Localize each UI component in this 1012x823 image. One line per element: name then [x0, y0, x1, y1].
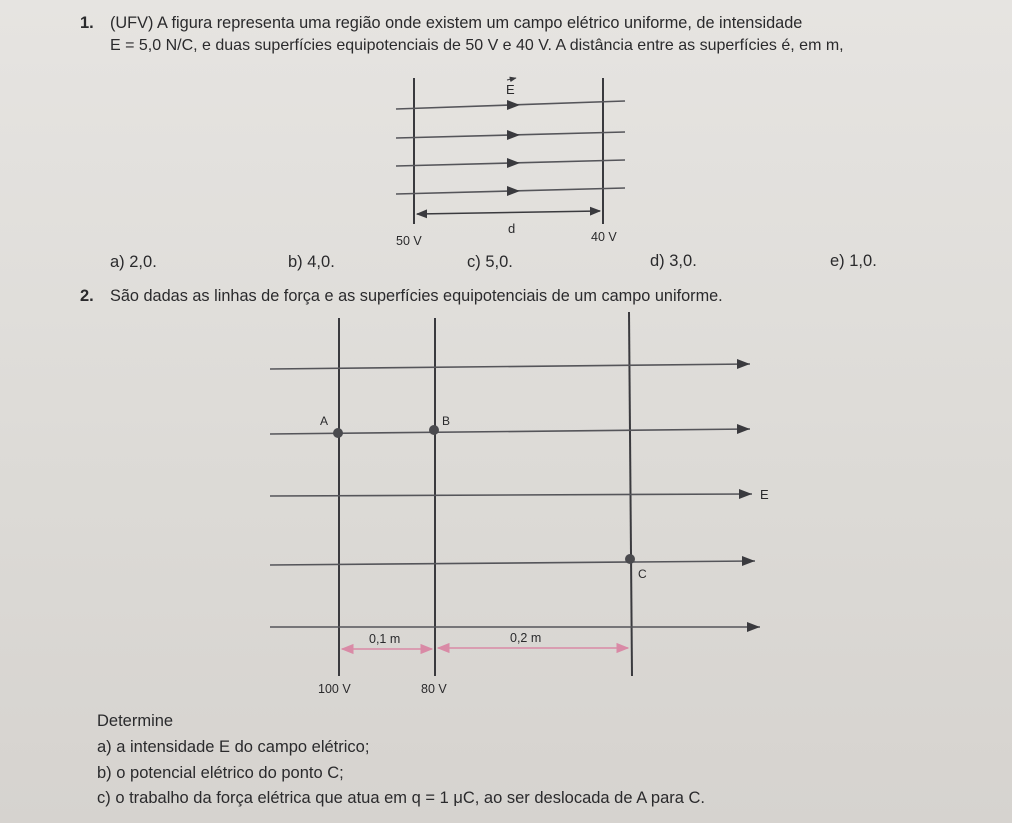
q2-field-line-3: [270, 494, 752, 496]
q2-field-arrow-4: [742, 556, 755, 566]
field-arrow-3: [507, 158, 520, 168]
question-1-stem-line-2: E = 5,0 N/C, e duas superfícies equipotenciais de 50 V e 40 V. A distância entre as superfícies é, em m,: [110, 37, 844, 54]
field-line-2: [396, 132, 625, 138]
q2-field-line-1: [270, 364, 750, 369]
determine-heading: Determine: [97, 712, 174, 730]
point-b-dot: [429, 425, 439, 435]
question-2-stem: São dadas as linhas de força e as superfícies equipotenciais de um campo uniforme.: [110, 287, 723, 305]
field-arrow-1: [507, 100, 520, 110]
question-1-number: 1.: [80, 14, 94, 32]
voltage-80v-label: 80 V: [421, 682, 447, 696]
q1-option-c[interactable]: c) 5,0.: [467, 253, 513, 271]
point-b-label: B: [442, 414, 451, 428]
q1-e-vector-arrow-icon: [507, 78, 516, 80]
q2-item-c: c) o trabalho da força elétrica que atua em q = 1 μC, ao ser deslocada de A para C.: [97, 789, 705, 807]
q2-field-line-2: [270, 429, 750, 434]
question-2-number: 2.: [80, 287, 94, 305]
voltage-40v-label: 40 V: [591, 230, 617, 244]
q1-option-a[interactable]: a) 2,0.: [110, 253, 157, 271]
field-arrow-4: [507, 186, 520, 196]
point-c-dot: [625, 554, 635, 564]
point-a-dot: [333, 428, 343, 438]
field-line-4: [396, 188, 625, 194]
q1-e-label: E: [506, 82, 515, 97]
q2-field-arrow-1: [737, 359, 750, 369]
field-line-3: [396, 160, 625, 166]
q2-item-b: b) o potencial elétrico do ponto C;: [97, 764, 344, 782]
distance-01m-label: 0,1 m: [369, 632, 401, 646]
point-a-label: A: [320, 414, 329, 428]
voltage-100v-label: 100 V: [318, 682, 351, 696]
voltage-50v-label: 50 V: [396, 234, 422, 248]
q1-option-b[interactable]: b) 4,0.: [288, 253, 335, 271]
q1-option-e[interactable]: e) 1,0.: [830, 252, 877, 270]
q2-e-label: E: [760, 487, 769, 502]
equipotential-third-line: [629, 312, 632, 676]
field-line-1: [396, 101, 625, 109]
q2-field-line-4: [270, 561, 755, 565]
distance-02m-label: 0,2 m: [510, 631, 542, 645]
field-arrow-2: [507, 130, 520, 140]
question-1-stem-line-1: (UFV) A figura representa uma região onde existem um campo elétrico uniforme, de intensidade: [110, 14, 803, 32]
q2-item-a: a) a intensidade E do campo elétrico;: [97, 738, 370, 756]
distance-d-arrow: [417, 211, 600, 214]
q2-field-arrow-2: [737, 424, 750, 434]
point-c-label: C: [638, 567, 647, 581]
q1-option-d[interactable]: d) 3,0.: [650, 252, 697, 270]
distance-d-label: d: [508, 221, 516, 236]
q2-field-arrow-5: [747, 622, 760, 632]
q2-field-arrow-3: [739, 489, 752, 499]
